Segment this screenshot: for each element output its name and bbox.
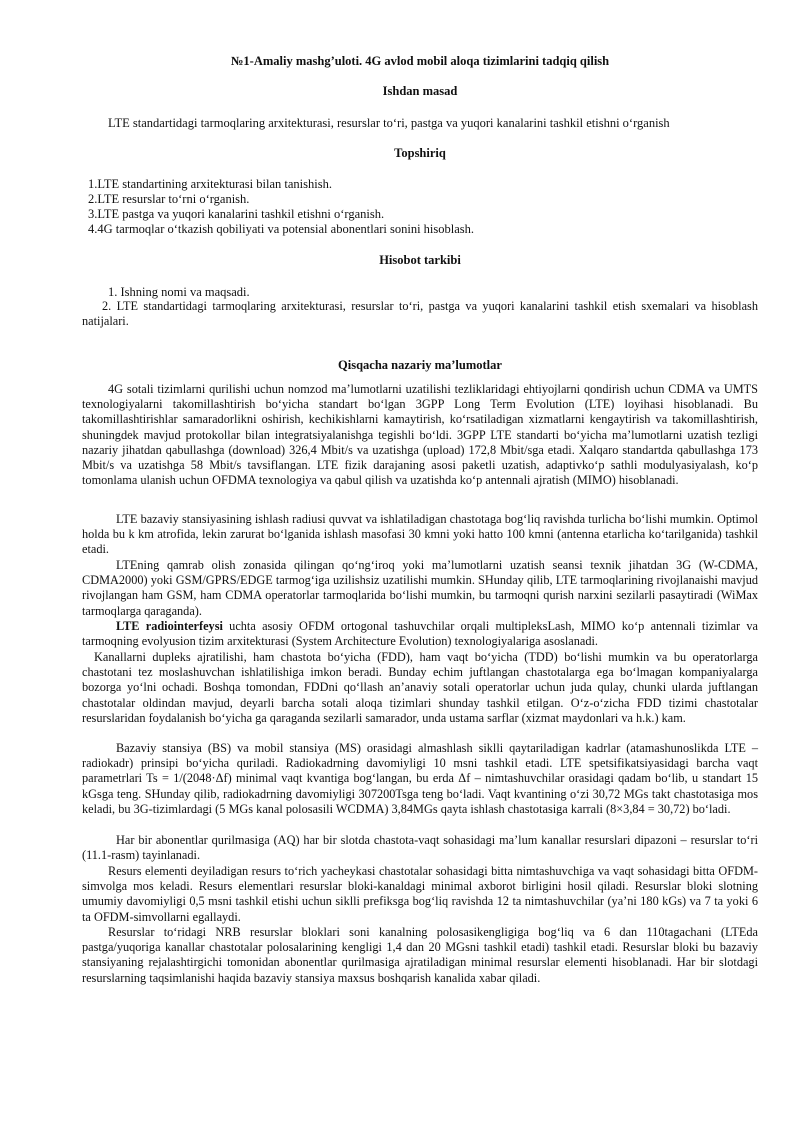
report-heading: Hisobot tarkibi [379,253,461,267]
theory-paragraph-3: LTEning qamrab olish zonasida qilingan qo‘ng‘iroq yoki ma’lumotlarni uzatish seansi texnik jihatdan 3G (W-CDMA, CDMA2000) yoki GSM/GPRS/EDGE tarmog‘iga uzilishsiz uzatilishi mumkin. SHunday qilib, LTE tarmoqlarining rivojlanaishi mavjud rivojlangan ham GSM, ham CDMA operatorlar tarmoqlarida bo‘lishi mumkin, bu tarmoqni qurish narxini sezilarli pasaytiradi (WiMax tarmoqlarga qaraganda). [82,558,758,618]
theory-paragraph-4 [82,619,758,649]
theory-paragraph-9: Resurslar to‘ridagi NRB resurslar bloklari soni kanalning polosasikengligiga bog‘liq va 6 dan 110tagachani (LTEda pastga/yuqoriga kanallar chastotalar polosalarining kengligi 1,4 dan 20 MGsni tashkil etadi) tashkil etadi. Resurslar bloki bu bazaviy stansiyaning rejalashtirgichi tomonidan abonentlar qurilmasiga ajratiladigan minimal resurslar elementi hisoblanadi. Har bir slotdagi resurslarning taqsimlanishi haqida bazaviy stansiya maxsus boshqarish kanalida xabar qiladi. [82,925,758,985]
theory-paragraph-8: Resurs elementi deyiladigan resurs to‘rich yacheykasi chastotalar sohasidagi bitta nimtashuvchiga va vaqt sohasidagi bitta OFDM-simvolga mos keladi. Resurs elementlari resurslar bloki-kanaldagi minimal axborot birligini hosil qiladi. Resurslar bloki slotning umumiy davomiyligi 0,5 msni tashkil etishi uchun siklli prefiksga bog‘liq ravishda 12 ta nimtashuvchilar (ya’ni 180 kGs) va 7 ta yoki 6 ta OFDM-simvollarni egallaydi. [82,864,758,924]
theory-paragraph-4-text: uchta asosiy OFDM ortogonal tashuvchilar orqali multipleksLash, MIMO ko‘p antennali tizimlar va tarmoqning evolyusion tizim arxitekturasi (System Architecture Evolution) texnologiyalariga asoslanadi. [82,619,759,649]
theory-paragraph-6: Bazaviy stansiya (BS) va mobil stansiya (MS) orasidagi almashlash siklli qaytariladigan kadrlar (atamashunoslikda LTE – radiokadr) prinsipi bo‘yicha quriladi. Radiokadrning davomiyligi 10 msni tashkil etadi. LTE spetsifikatsiyasidagi barcha vaqt parametrlari Ts = 1/(2048·Δf) minimal vaqt kvantiga bog‘langan, bu erda Δf – nimtashuvchilar orasidagi qadam bo‘lib, u standart 15 kGsga teng. SHunday qilib, radiokadrning davomiyligi 307200Tsga teng bo‘ladi. Vaqt kvantining o‘zi 30,72 MGs takt chastotasiga mos keladi, bu 3G-tizimlardagi (5 MGs kanal polosasili WCDMA) 3,84MGs qayta ishlash chastotasiga karrali (8×3,84 = 30,72) bo‘ladi. [82,741,758,816]
task-item-1: 1.LTE standartining arxitekturasi bilan tanishish. [88,177,332,191]
theory-paragraph-1: 4G sotali tizimlarni qurilishi uchun nomzod ma’lumotlarni uzatilishi tezliklaridagi ehtiyojlarni qondirish uchun CDMA va UMTS texnologiyalarni takomillashtirish bo‘yicha standart bo‘lgan 3GPP Long Term Evolution (LTE) loyihasi hisoblanadi. Bu takomillashtirishlar samaradorlikni oshirish, kechikishlarni kamaytirish, ko‘rsatiladigan xizmatlarni kengaytirish va takomillashtirish, shuningdek mavjud protokollar bilan integratsiyalanishga tegishli bo‘ldi. 3GPP LTE standarti bo‘yicha ma’lumotlarni uzatish tezligi nazariy jihatdan qabullashga (download) 326,4 Mbit/s va uzatishga (upload) 172,8 Mbit/sga etadi. Xalqaro standartda qabullashga 173 Mbit/s va uzatishga 58 Mbit/s tavsiflangan. LTE fizik darajaning asosi paketli uzatish, adaptivko‘p sathli modulyasiyalash, ko‘p tomonlama ulanish uchun OFDMA texnologiya va qabul qilish va uzatishda ko‘p antennali ajratish (MIMO) hisoblanadi. [82,382,758,488]
task-item-4: 4.4G tarmoqlar o‘tkazish qobiliyati va potensial abonentlari sonini hisoblash. [88,222,475,236]
task-item-3: 3.LTE pastga va yuqori kanalarini tashkil etishni o‘rganish. [88,207,385,221]
theory-paragraph-2: LTE bazaviy stansiyasining ishlash radiusi quvvat va ishlatiladigan chastotaga bog‘liq ravishda turlicha bo‘lishi mumkin. Optimol holda bu k km atrofida, lekin zarurat bo‘lganida ishlash masofasi 30 kmni yoki hatto 100 kmni (antenna etarlicha ko‘tarilganida) tashkil etadi. [82,512,758,557]
theory-paragraph-7: Har bir abonentlar qurilmasiga (AQ) har bir slotda chastota-vaqt sohasidagi ma’lum kanallar resurslari dipazoni – resurslar to‘ri (11.1-rasm) tayinlanadi. [82,833,758,863]
task-item-2: 2.LTE resurslar to‘rni o‘rganish. [88,192,250,206]
document-title: №1-Amaliy mashg’uloti. 4G avlod mobil aloqa tizimlarini tadqiq qilish [230,54,610,68]
task-heading: Topshiriq [394,146,446,160]
report-item-2: 2. LTE standartidagi tarmoqlaring arxitekturasi, resurslar to‘ri, pastga va yuqori kanalarini tashkil etish sxemalari va hisoblash natijalari. [82,299,758,329]
theory-heading: Qisqacha nazariy ma’lumotlar [338,358,502,372]
goal-text: LTE standartidagi tarmoqlaring arxitekturasi, resurslar to‘ri, pastga va yuqori kanalarini tashkil etishni o‘rganish [108,116,670,130]
report-item-1: 1. Ishning nomi va maqsadi. [108,285,250,299]
radiointerface-term: LTE radiointerfeysi [116,619,223,633]
theory-paragraph-5: Kanallarni dupleks ajratilishi, ham chastota bo‘yicha (FDD), ham vaqt bo‘yicha (TDD) bo‘lishi mumkin va bu operatorlarga chastotani tez moslashuvchan ishlatilishiga imkon beradi. Bunday echim juftlangan chastotalarga ega bo‘lmagan kompaniyalarga bozorga yo‘lni ochadi. Boshqa tomondan, FDDni qo‘llash an’anaviy sotali operatorlar uchun juda qulay, chunki ularda juftlangan chastotalar oldindan mavjud, deyarli barcha sotali aloqa tizimlari shunday tashkil etilgan. O‘z-o‘zicha FDD tizimi chastotalar resurslaridan foydalanish bo‘yicha ga qaraganda sezilarli samarador, unda ustama sarflar (xizmat maydonlari va h.k.) kam. [82,650,758,725]
goal-heading: Ishdan masad [382,84,458,98]
